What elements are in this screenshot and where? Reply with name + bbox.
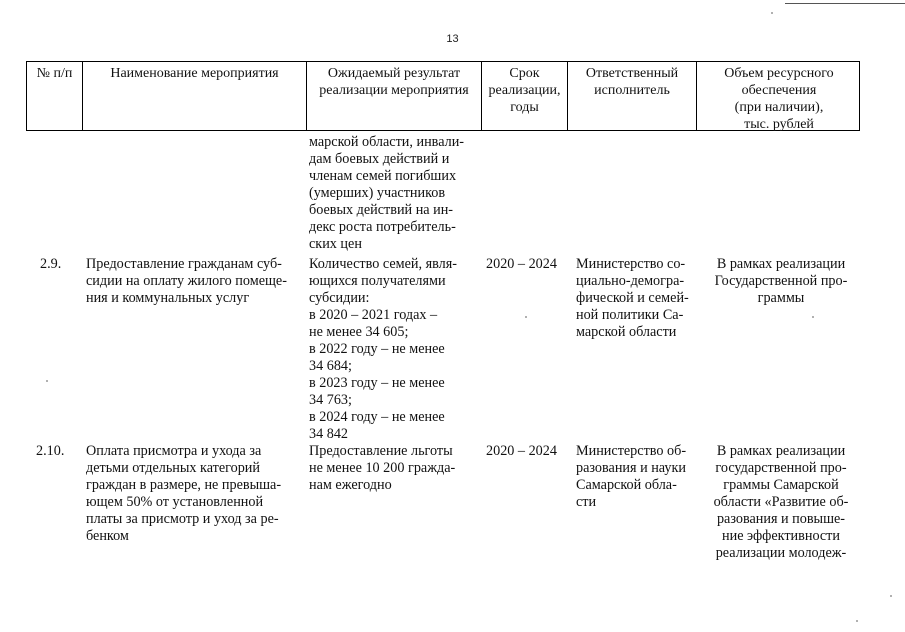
row-2-10-term: 2020 – 2024	[486, 443, 557, 459]
row-2-10-budget: В рамках реализации государственной про- граммы Самарской области «Развитие об- разования и повыше- ние эффективности реализации молодеж-	[713, 443, 849, 561]
header-name: Наименование мероприятия	[110, 66, 279, 81]
row-2-10-executor: Министерство об- разования и науки Самарской обла- сти	[576, 443, 687, 510]
row-2-10-num: 2.10.	[36, 443, 65, 459]
row-2-9-budget: В рамках реализации Государственной про- граммы	[714, 256, 848, 306]
header-result: Ожидаемый результат реализации мероприятия	[319, 66, 469, 98]
header-term: Срок реализации, годы	[488, 66, 561, 115]
header-budget: Объем ресурсного обеспечения (при наличии), тыс. рублей	[724, 66, 834, 132]
header-num: № п/п	[36, 66, 73, 81]
row-2-9-result: Количество семей, явля- ющихся получателями субсидии: в 2020 – 2021 годах – не менее 34 605; в 2022 году – не менее 34 684; в 2023 году – не менее 34 763; в 2024 году – не менее 34 842	[309, 256, 457, 442]
page-number: 13	[446, 33, 459, 45]
scan-speck	[812, 316, 814, 318]
row-2-9-term: 2020 – 2024	[486, 256, 557, 272]
scan-speck	[890, 595, 892, 597]
row-2-10-name: Оплата присмотра и ухода за детьми отдельных категорий граждан в размере, не превыша- ющем 50% от установленной платы за присмотр и уход за ре- бенком	[86, 443, 282, 544]
row-2-10-result: Предоставление льготы не менее 10 200 гражда- нам ежегодно	[309, 443, 456, 493]
scan-speck	[46, 380, 48, 382]
table-header	[26, 61, 860, 131]
continuation-result: марской области, инвали- дам боевых действий и членам семей погибших (умерших) участников боевых действий на ин- декс роста потребитель- ских цен	[309, 134, 465, 252]
scan-speck	[525, 316, 527, 318]
scan-speck	[856, 620, 858, 622]
scan-speck	[771, 12, 773, 14]
row-2-9-num: 2.9.	[40, 256, 62, 272]
header-executor: Ответственный исполнитель	[585, 66, 679, 98]
row-2-9-name: Предоставление гражданам суб- сидии на оплату жилого помеще- ния и коммунальных услуг	[86, 256, 287, 306]
row-2-9-executor: Министерство со- циально-демогра- фической и семей- ной политики Са- марской области	[576, 256, 689, 340]
scan-border-line	[785, 3, 905, 4]
